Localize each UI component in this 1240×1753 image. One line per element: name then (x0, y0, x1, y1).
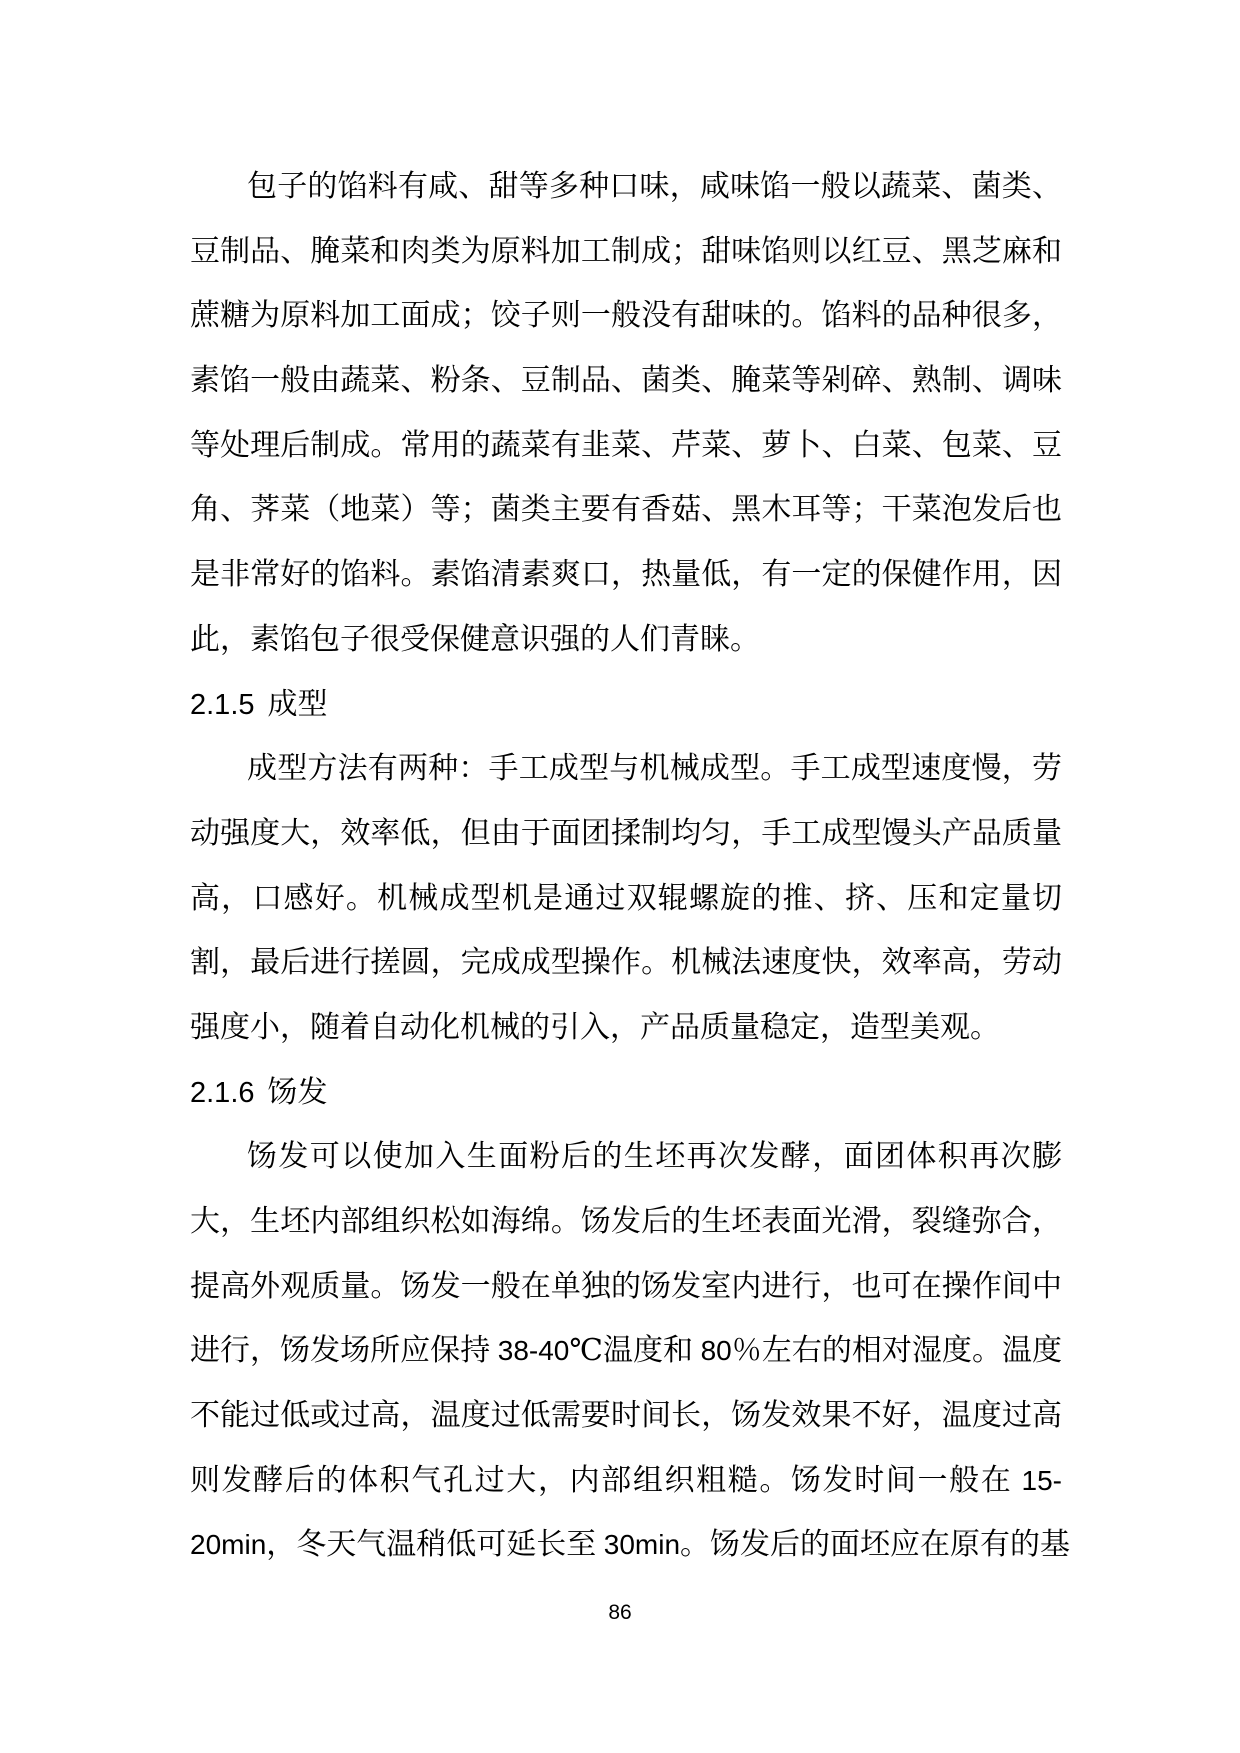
paragraph-line: 豆制品、腌菜和肉类为原料加工制成；甜味馅则以红豆、黑芝麻和 (190, 234, 1062, 268)
latin-text: 38-40 (497, 1335, 570, 1367)
paragraph-line: 20min，冬天气温稍低可延长至 30min。饧发后的面坯应在原有的基 (190, 1528, 1071, 1562)
latin-text: 80 (700, 1335, 732, 1367)
paragraph-proofing (190, 1125, 1071, 1578)
heading-title: 成型 (267, 687, 328, 721)
paragraph-line: 蔗糖为原料加工面成；饺子则一般没有甜味的。馅料的品种很多， (190, 299, 1062, 333)
heading-number: 2.1.6 (190, 1076, 255, 1109)
paragraph-line: 成型方法有两种：手工成型与机械成型。手工成型速度慢，劳 (247, 752, 1062, 786)
heading-number: 2.1.5 (190, 688, 255, 721)
text-block (190, 155, 1071, 1578)
section-heading-2-1-6 (190, 1061, 1062, 1126)
paragraph-filling (190, 155, 1062, 673)
paragraph-line: 是非常好的馅料。素馅清素爽口，热量低，有一定的保健作用，因 (190, 558, 1062, 592)
heading-title: 饧发 (267, 1075, 328, 1109)
paragraph-line: 不能过低或过高，温度过低需要时间长，饧发效果不好，温度过高 (190, 1399, 1062, 1433)
paragraph-line: 则发酵后的体积气孔过大，内部组织粗糙。饧发时间一般在 15- (190, 1463, 1062, 1497)
latin-text: 20min (190, 1529, 267, 1561)
paragraph-forming (190, 737, 1062, 1060)
section-heading-2-1-5 (190, 673, 1062, 738)
latin-text: 15- (1021, 1464, 1062, 1496)
paragraph-line: 强度小，随着自动化机械的引入，产品质量稳定，造型美观。 (190, 1010, 1000, 1044)
paragraph-line: 动强度大，效率低，但由于面团揉制均匀，手工成型馒头产品质量 (190, 816, 1062, 850)
paragraph-line: 提高外观质量。饧发一般在单独的饧发室内进行，也可在操作间中 (190, 1269, 1062, 1303)
paragraph-line: 素馅一般由蔬菜、粉条、豆制品、菌类、腌菜等剁碎、熟制、调味 (190, 364, 1062, 398)
paragraph-line: 高，口感好。机械成型机是通过双辊螺旋的推、挤、压和定量切 (190, 881, 1062, 915)
page-number: 86 (608, 1601, 632, 1624)
paragraph-line: 此，素馅包子很受保健意识强的人们青睐。 (190, 622, 760, 656)
paragraph-line: 包子的馅料有咸、甜等多种口味，咸味馅一般以蔬菜、菌类、 (247, 170, 1062, 203)
latin-text: 30min (603, 1529, 681, 1561)
paragraph-line: 角、荠菜（地菜）等；菌类主要有香菇、黑木耳等；干菜泡发后也 (190, 493, 1062, 527)
paragraph-line: 割，最后进行搓圆，完成成型操作。机械法速度快，效率高，劳动 (190, 946, 1062, 980)
paragraph-line: 进行，饧发场所应保持 38-40℃温度和 80％左右的相对湿度。温度 (190, 1334, 1063, 1368)
paragraph-line: 大，生坯内部组织松如海绵。饧发后的生坯表面光滑，裂缝弥合， (190, 1205, 1062, 1238)
paragraph-line: 等处理后制成。常用的蔬菜有韭菜、芹菜、萝卜、白菜、包菜、豆 (190, 428, 1062, 462)
paragraph-line: 饧发可以使加入生面粉后的生坯再次发酵，面团体积再次膨 (247, 1140, 1062, 1174)
